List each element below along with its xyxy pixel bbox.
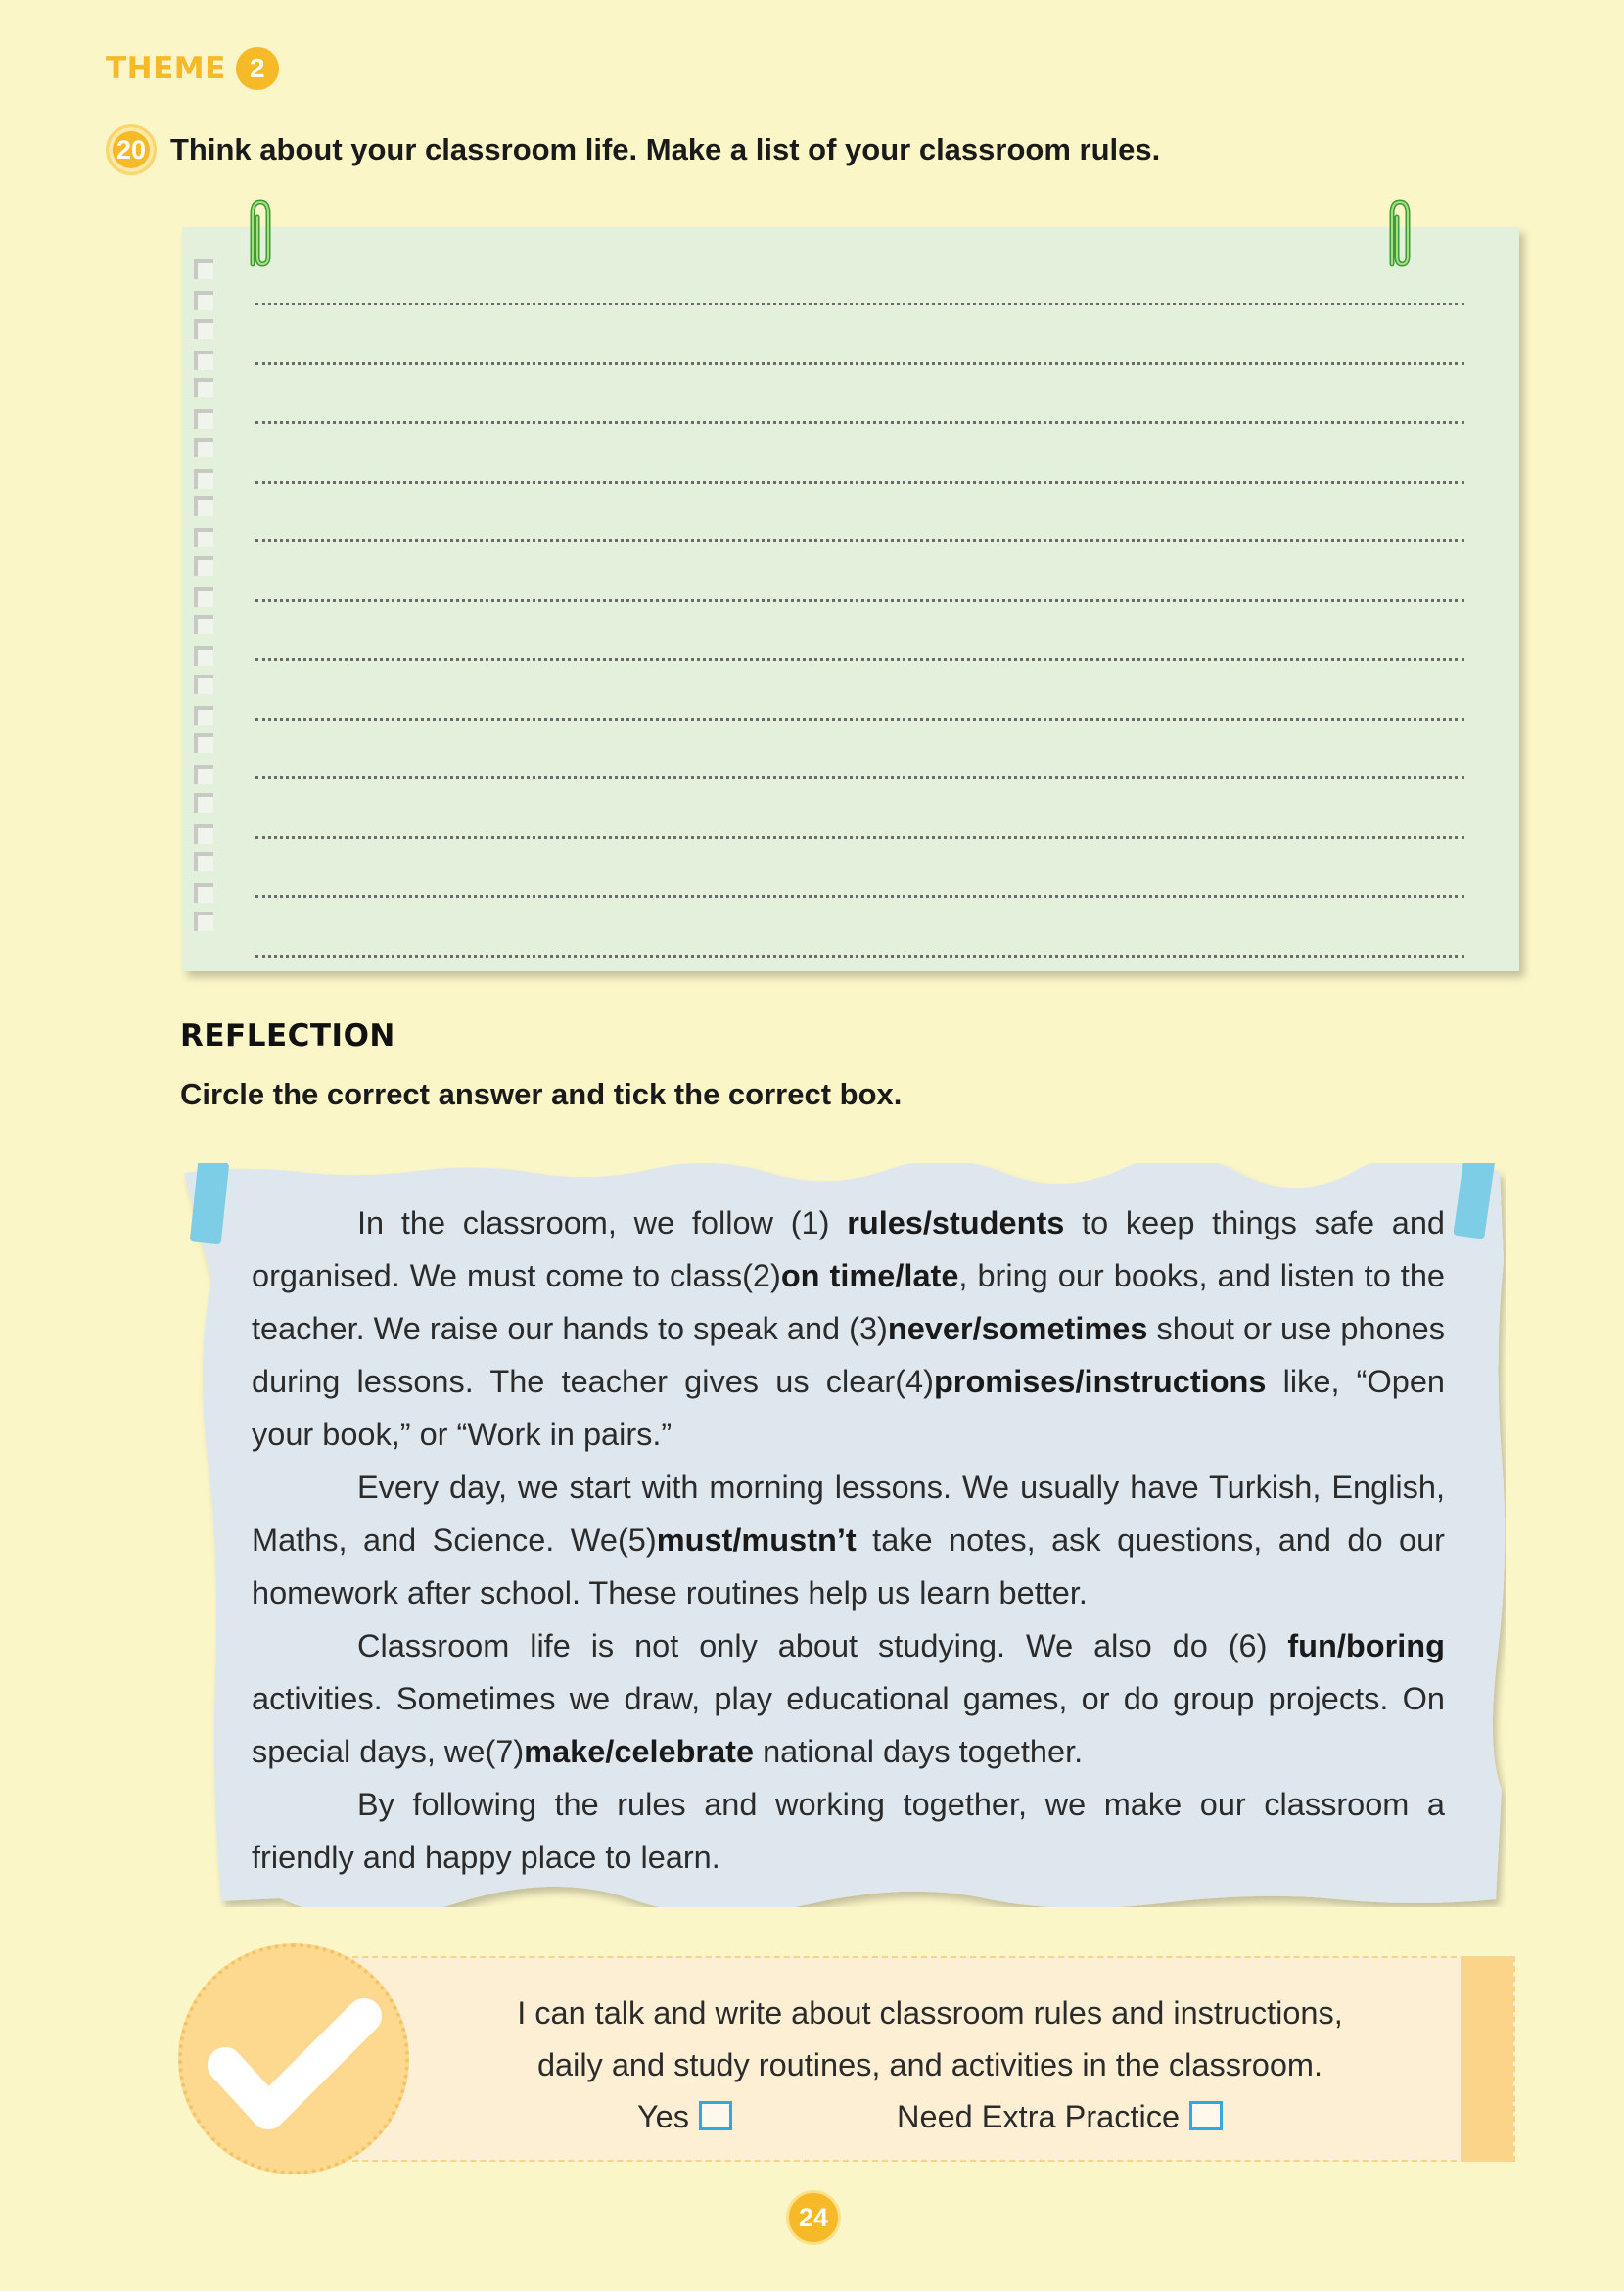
- rule-writing-line[interactable]: [255, 718, 1464, 721]
- passage-text: Classroom life is not only about studying. We also do (6): [357, 1628, 1288, 1663]
- rule-checkbox[interactable]: [194, 912, 213, 931]
- rule-writing-line[interactable]: [255, 776, 1464, 779]
- activity-number-badge: 20: [106, 124, 157, 175]
- passage-text: national days together.: [754, 1734, 1084, 1769]
- passage-text: like, “Open your book,” or “Work in pairs.”: [252, 1364, 1446, 1452]
- self-assessment-text: [431, 1987, 1429, 2143]
- rule-checkbox[interactable]: [194, 706, 213, 725]
- rule-checkbox[interactable]: [194, 883, 213, 903]
- extra-practice-checkbox[interactable]: [1189, 2101, 1223, 2130]
- page-number-badge: 24: [786, 2190, 841, 2245]
- answer-choice[interactable]: make/celebrate: [524, 1734, 755, 1769]
- rule-writing-line[interactable]: [255, 895, 1464, 898]
- answer-choice[interactable]: on time/late: [780, 1258, 959, 1293]
- yes-label: Yes: [636, 2099, 689, 2134]
- rule-checkbox[interactable]: [194, 675, 213, 694]
- yes-checkbox[interactable]: [699, 2101, 732, 2130]
- rule-checkbox[interactable]: [194, 587, 213, 607]
- rule-checkbox[interactable]: [194, 409, 213, 429]
- rule-checkbox[interactable]: [194, 351, 213, 370]
- paperclip-icon: [1382, 196, 1415, 272]
- rule-checkbox[interactable]: [194, 765, 213, 784]
- passage-text: to keep things safe and organised. We must come to class(2): [252, 1205, 1445, 1293]
- rule-checkbox[interactable]: [194, 733, 213, 753]
- activity-instruction: Think about your classroom life. Make a list of your classroom rules.: [170, 132, 1161, 166]
- checkmark-badge: [178, 1943, 409, 2174]
- rule-checkbox[interactable]: [194, 378, 213, 397]
- rule-checkbox[interactable]: [194, 259, 213, 279]
- rule-checkbox[interactable]: [194, 646, 213, 666]
- rule-checkbox[interactable]: [194, 793, 213, 813]
- checkmark-icon: [182, 1947, 405, 2171]
- rule-checkbox[interactable]: [194, 852, 213, 871]
- extra-practice-label: Need Extra Practice: [897, 2099, 1181, 2134]
- can-do-line-1: I can talk and write about classroom rules and instructions,: [517, 1995, 1343, 2031]
- rule-writing-line[interactable]: [255, 599, 1464, 602]
- rule-writing-line[interactable]: [255, 539, 1464, 542]
- reflection-heading: REFLECTION: [180, 1018, 395, 1053]
- rule-writing-line[interactable]: [255, 481, 1464, 484]
- passage-text: shout or use phones during lessons. The teacher gives us clear(4): [252, 1311, 1446, 1399]
- rules-notepad: [182, 227, 1519, 971]
- self-assessment-stripe: [1461, 1956, 1513, 2162]
- theme-number-badge: 2: [236, 47, 279, 90]
- rule-checkbox[interactable]: [194, 438, 213, 457]
- reading-passage: [252, 1196, 1445, 1884]
- rule-checkbox[interactable]: [194, 469, 213, 489]
- rule-checkbox[interactable]: [194, 291, 213, 310]
- answer-choice[interactable]: promises/instructions: [933, 1364, 1267, 1399]
- rule-checkbox[interactable]: [194, 556, 213, 576]
- passage-text: take notes, ask questions, and do our homework after school. These routines help us learn better.: [252, 1522, 1445, 1611]
- can-do-line-2: daily and study routines, and activities in the classroom.: [536, 2047, 1323, 2082]
- answer-choice[interactable]: rules/students: [847, 1205, 1065, 1240]
- reflection-instruction: Circle the correct answer and tick the correct box.: [180, 1077, 903, 1111]
- answer-choice[interactable]: never/sometimes: [887, 1311, 1148, 1346]
- theme-label: THEME: [106, 51, 226, 86]
- reading-paragraph: [252, 1461, 1445, 1619]
- rule-writing-line[interactable]: [255, 362, 1464, 365]
- rule-checkbox[interactable]: [194, 496, 213, 516]
- passage-text: By following the rules and working together, we make our classroom a friendly and happy place to learn.: [252, 1787, 1445, 1875]
- rule-checkbox[interactable]: [194, 615, 213, 634]
- answer-choice[interactable]: must/mustn’t: [656, 1522, 857, 1558]
- answer-options: [431, 2091, 1429, 2143]
- reading-paragraph: [252, 1778, 1445, 1884]
- answer-choice[interactable]: fun/boring: [1287, 1628, 1445, 1663]
- rule-checkbox[interactable]: [194, 824, 213, 844]
- passage-text: Every day, we start with morning lessons. We usually have Turkish, English, Maths, and Science. We(5): [252, 1470, 1445, 1558]
- reading-paragraph: [252, 1619, 1445, 1778]
- rule-writing-line[interactable]: [255, 658, 1464, 661]
- passage-text: activities. Sometimes we draw, play educational games, or do group projects. On special days, we(7): [252, 1681, 1445, 1769]
- activity-header: [106, 124, 1160, 175]
- paperclip-icon: [243, 196, 276, 272]
- rule-writing-line[interactable]: [255, 955, 1464, 958]
- passage-text: In the classroom, we follow (1): [357, 1205, 848, 1240]
- rule-writing-line[interactable]: [255, 303, 1464, 305]
- rule-writing-line[interactable]: [255, 421, 1464, 424]
- rule-writing-line[interactable]: [255, 836, 1464, 839]
- rule-checkbox[interactable]: [194, 528, 213, 547]
- passage-text: , bring our books, and listen to the teacher. We raise our hands to speak and (3): [252, 1258, 1445, 1346]
- rule-checkbox[interactable]: [194, 319, 213, 339]
- reading-paragraph: [252, 1196, 1445, 1461]
- theme-header: [106, 47, 279, 90]
